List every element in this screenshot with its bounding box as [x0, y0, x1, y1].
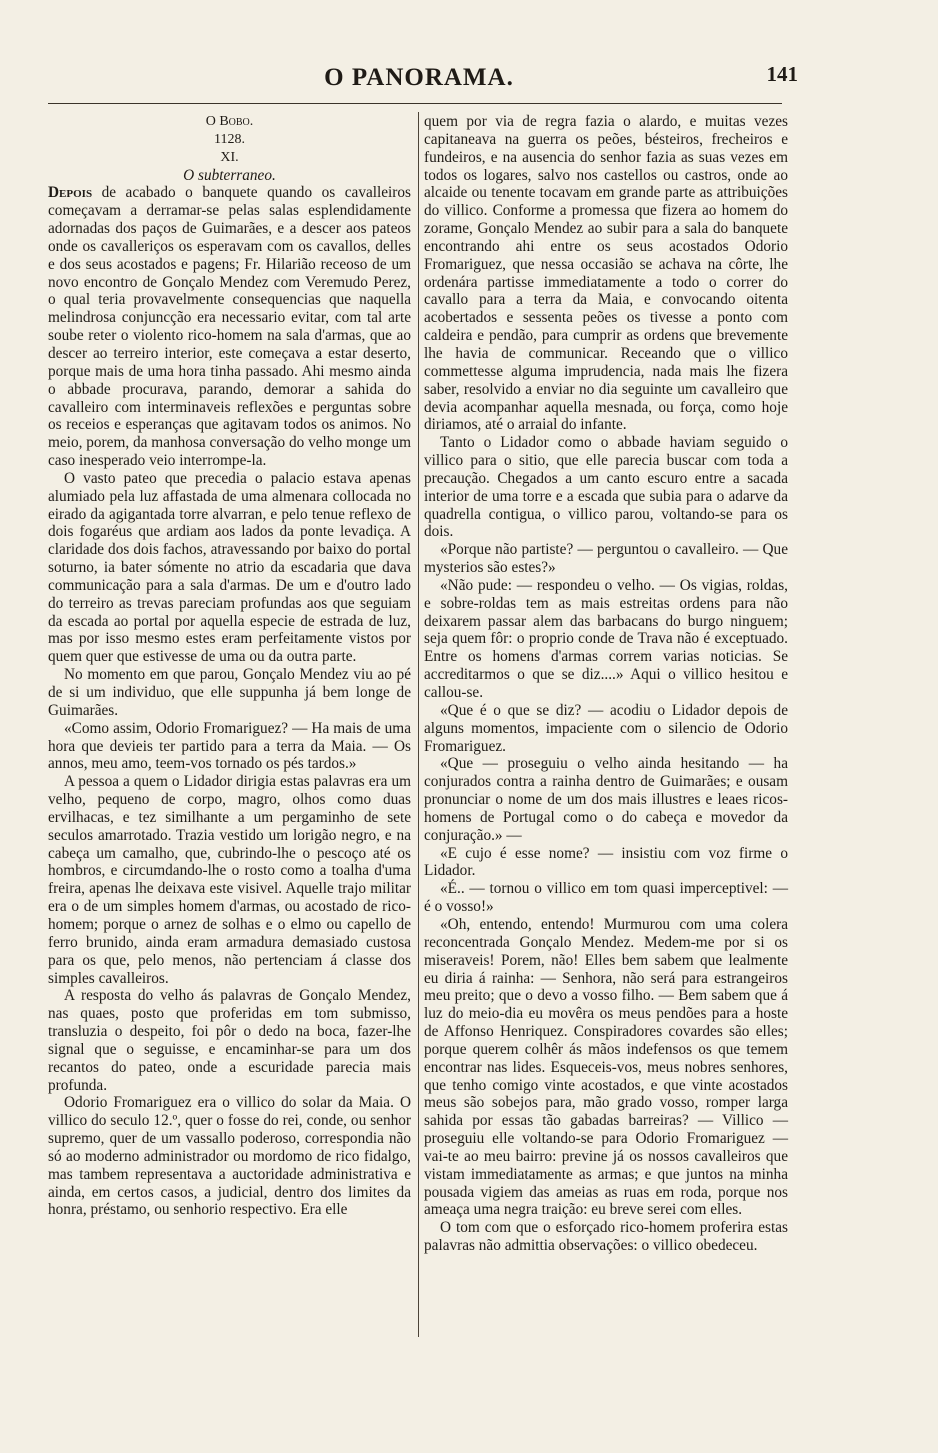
column-divider [418, 112, 419, 1337]
paragraph: Depois de acabado o banquete quando os cavalleiros começavam a derramar-se pelas salas esplendidamente adornadas dos paços de Guimarães, e a descer aos pateos onde os cavalleriços os esperavam com os cavallos, delles e dos seus acostados e pagens; Fr. Hilarião receoso de um novo encontro de Gonçalo Mendez com Veremudo Perez, o qual teria provavelmente consequencias que naquella melindrosa conjuncção era necessario evitar, com tal arte soube reter o violento rico-homem na sala d'armas, que ao descer ao terreiro interior, este começava a estar deserto, porque mais de uma hora tinha passado. Ahi mesmo ainda o abbade procurava, parando, demorar a sahida do cavalleiro com interminaveis reflexões e perguntas sobre os receios e esperanças que agitavam todos os animos. No meio, porem, da manhosa conversação do velho monge um caso inesperado veio interrompe-la. [48, 184, 411, 470]
paragraph: «É.. — tornou o villico em tom quasi imperceptivel: — é o vosso!» [424, 880, 788, 916]
left-column [48, 113, 411, 1219]
masthead: O PANORAMA. [324, 64, 514, 91]
paragraph: A pessoa a quem o Lidador dirigia estas palavras era um velho, pequeno de corpo, magro, olhos como duas ervilhacas, e tez similhante a um pergaminho de sete seculos amarrotado. Trazia vestido um lorigão negro, e na cabeça um camalho, que, cubrindo-lhe o pescoço até os hombros, e circumdando-lhe o rosto como a toalha d'uma freira, apenas lhe deixava este visivel. Aquelle trajo militar era o de um simples homem d'armas, ou acostado de rico-homem; porque o arnez de solhas e o elmo ou capello de ferro brunido, ainda eram armadura demasiado custosa para os que, pelo menos, não pertenciam á classe dos simples cavalleiros. [48, 773, 411, 987]
paragraph: Odorio Fromariguez era o villico do solar da Maia. O villico do seculo 12.º, quer o fosse do rei, conde, ou senhor supremo, quer de um vassallo poderoso, correspondia não só ao moderno administrador ou mordomo de rico fidalgo, mas tambem representava a auctoridade administrativa e ainda, em certos casos, a judicial, dentro dos limites da honra, préstamo, ou senhorio respectivo. Era elle [48, 1094, 411, 1219]
paragraph: «Que — proseguiu o velho ainda hesitando — ha conjurados contra a rainha dentro de Guimarães; e ousam pronunciar o nome de um dos mais illustres e leaes ricos-homens de Portugal como o do cabeça e movedor da conjuração.» — [424, 755, 788, 844]
paragraph: «Como assim, Odorio Fromariguez? — Ha mais de uma hora que devieis ter partido para a terra da Maia. — Os annos, meu amo, teem-vos tornado os pés tardos.» [48, 719, 411, 773]
paragraph: A resposta do velho ás palavras de Gonçalo Mendez, nas quaes, posto que proferidas em tom submisso, transluzia o despeito, foi pôr o dedo na boca, fazer-lhe signal que o seguisse, e encaminhar-se para um dos recantos do pateo, onde a escuridade parecia mais profunda. [48, 987, 411, 1094]
paragraph: O tom com que o esforçado rico-homem proferira estas palavras não admittia observações: o villico obedeceu. [424, 1219, 788, 1255]
article-title: O Bobo. [205, 114, 254, 129]
page-number: 141 [766, 62, 798, 86]
right-column [424, 113, 788, 1255]
header-rule [48, 103, 782, 104]
paragraph: «Porque não partiste? — perguntou o cavalleiro. — Que mysterios são estes?» [424, 541, 788, 577]
paragraph: O vasto pateo que precedia o palacio estava apenas alumiado pela luz affastada de uma almenara collocada no eirado da agigantada torre alvarran, e pelo tenue reflexo de dois fogaréus que ardiam aos lados da ponte levadiça. A claridade dos dois fachos, atravessando por baixo do portal soturno, ia bater sómente no atrio da escadaria que dava communicação para a sala d'armas. De um e d'outro lado do terreiro as trevas pareciam profundas aos que seguiam da escada ao portal por aquella especie de estrada de luz, mas por isso mesmo estes eram perfeitamente vistos por quem quer que estivesse de uma ou da outra parte. [48, 469, 411, 666]
paragraph: Tanto o Lidador como o abbade haviam seguido o villico para o sitio, que elle parecia buscar com toda a precaução. Chegados a um canto escuro entre a sacada interior de uma torre e a escada que subia para o adarve da quadrella contigua, o villico parou, voltando-se para os dois. [424, 434, 788, 541]
paragraph: «E cujo é esse nome? — insistiu com voz firme o Lidador. [424, 844, 788, 880]
paragraph: «Que é o que se diz? — acodiu o Lidador depois de alguns momentos, impaciente com o silencio de Odorio Fromariguez. [424, 701, 788, 755]
paragraph: «Oh, entendo, entendo! Murmurou com uma colera reconcentrada Gonçalo Mendez. Medem-me por si os miseraveis! Porem, não! Elles bem sabem que lealmente eu diria á rainha: — Senhora, não será para estrangeiros meu preito; que o devo a vosso filho. — Bem sabem que á luz do meio-dia eu movêra os meus pendões para a hoste de Affonso Henriquez. Conspiradores covardes são elles; porque querem colhêr ás mãos indefensos os que temem encontrar nas lides. Esqueceis-vos, meus nobres senhores, que tenho comigo vinte acostados, e que vinte acostados meus são sobejos para, mão grado vosso, romper larga sahida por essas tão gabadas barreiras? — Villico — proseguiu elle voltando-se para Odorio Fromariguez — vai-te ao meu bairro: previne já os nossos cavalleiros que vistam immediatamente as armas; e que juntos na minha pousada vigiem das ameias as ruas em roda, porque nos ameaça uma negra traição: eu breve serei com elles. [424, 915, 788, 1219]
page-header [48, 62, 798, 98]
chapter-number: XI. [220, 149, 239, 165]
paragraph: No momento em que parou, Gonçalo Mendez viu ao pé de si um individuo, que elle suppunha já bem longe de Guimarães. [48, 666, 411, 719]
paragraph: «Não pude: — respondeu o velho. — Os vigias, roldas, e sobre-roldas tem as mais estreitas ordens para não deixarem passar alem das barbacans do burgo ninguem; seja quem fôr: o proprio conde de Trava não é exceptuado. Entre os homens d'armas correm varias noticias. Se accreditarmos o que se diz....» Aqui o villico hesitou e callou-se. [424, 576, 788, 701]
paragraph: quem por via de regra fazia o alardo, e muitas vezes capitaneava na guerra os peões, bésteiros, frecheiros e fundeiros, e na ausencia do senhor fazia as suas vezes em todos os logares, salvo nos castellos ou castros, onde ao alcaide ou tenente tocavam em grande parte as attribuições do villico. Conforme a promessa que fizera ao homem do zorame, Gonçalo Mendez ao subir para a sala do banquete encontrando ahi entre os seus acostados Odorio Fromariguez, que nessa occasião se achava na côrte, lhe ordenára partisse immediatamente a todo o correr do cavallo para a terra da Maia, e convocando oitenta acobertados e sessenta peões os tivesse a ponto com caldeira e pendão, para cumprir as ordens que brevemente lhe havia de communicar. Receando que o villico commettesse alguma imprudencia, nada mais lhe fizera saber, resolvido a enviar no dia seguinte um cavalleiro que devia acompanhar aquella mesnada, ou força, como hoje diriamos, até o arraial do infante. [424, 113, 788, 434]
opening-word: Depois [48, 184, 93, 202]
section-title: O subterraneo. [183, 166, 276, 184]
article-year: 1128. [214, 131, 245, 147]
